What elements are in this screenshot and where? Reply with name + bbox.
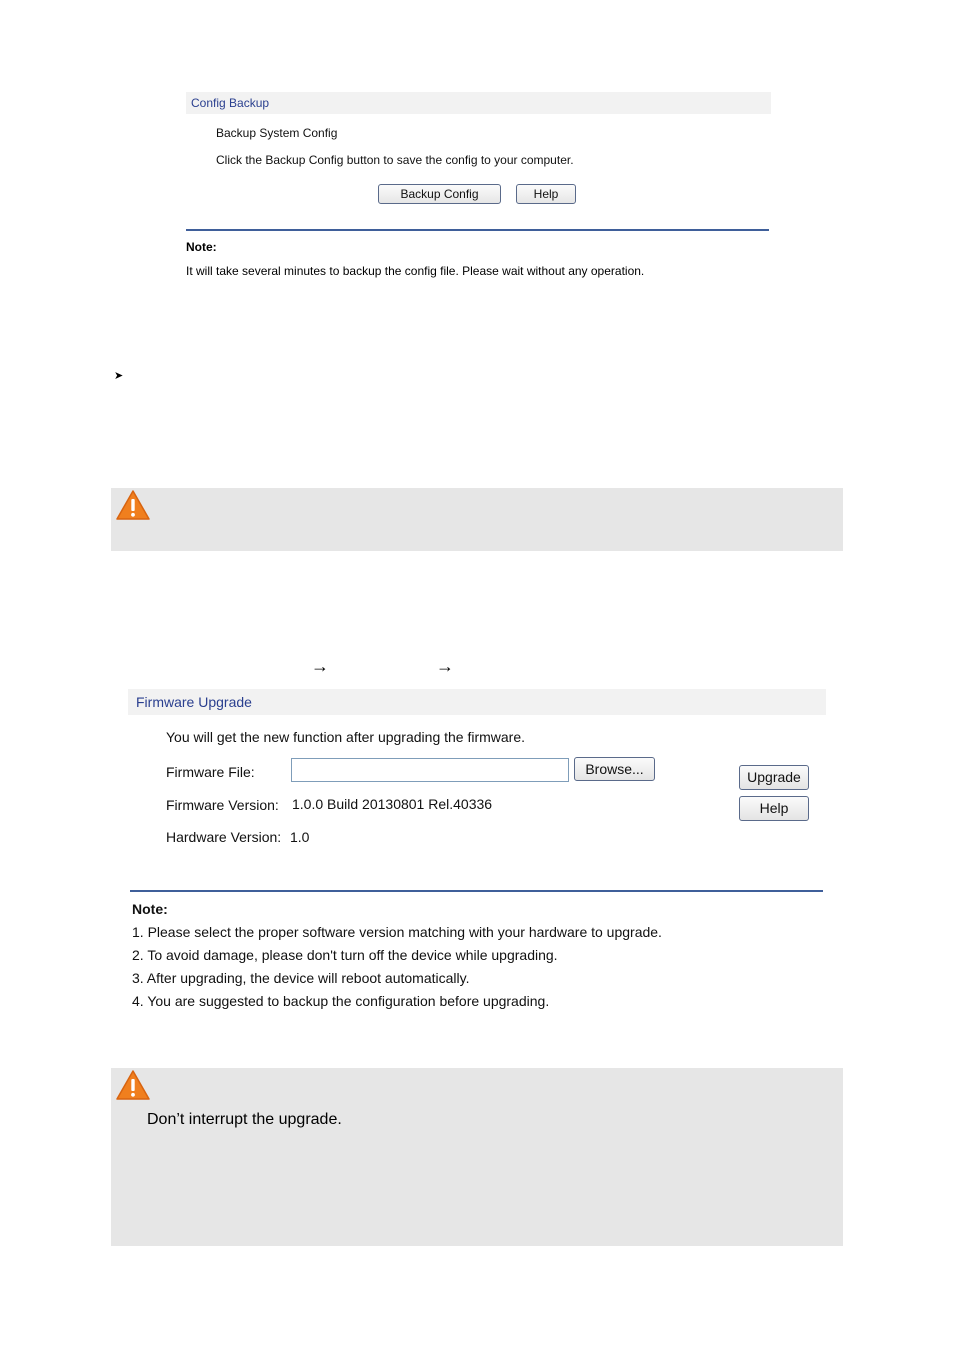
backup-section-label: Backup System Config <box>216 126 338 140</box>
firmware-upgrade-title: Firmware Upgrade <box>136 694 252 710</box>
firmware-upgrade-header <box>128 689 826 715</box>
config-backup-header <box>186 92 771 114</box>
config-note-text: It will take several minutes to backup the config file. Please wait without any operation. <box>186 264 645 278</box>
caution-box-2 <box>111 1068 843 1246</box>
config-divider <box>186 229 769 231</box>
firmware-help-button[interactable]: Help <box>739 796 809 821</box>
backup-instruction: Click the Backup Config button to save the config to your computer. <box>216 153 574 167</box>
firmware-note-2: 2. To avoid damage, please don't turn off the device while upgrading. <box>132 947 558 963</box>
warning-icon <box>115 1069 151 1101</box>
path-arrow-2-icon: → <box>436 656 454 676</box>
warning-icon <box>115 489 151 521</box>
path-arrow-1-icon: → <box>311 656 329 676</box>
firmware-intro: You will get the new function after upgrading the firmware. <box>166 729 526 745</box>
caution-box-1 <box>111 488 843 551</box>
firmware-version-value: 1.0.0 Build 20130801 Rel.40336 <box>292 796 493 812</box>
bullet-arrow-icon: ➤ <box>114 370 124 382</box>
caution-text: Don’t interrupt the upgrade. <box>147 1111 342 1128</box>
firmware-note-3: 3. After upgrading, the device will reboot automatically. <box>132 970 470 986</box>
config-note-title: Note: <box>186 240 217 254</box>
firmware-file-label: Firmware File: <box>166 764 255 780</box>
config-help-button[interactable]: Help <box>516 184 576 204</box>
hardware-version-value: 1.0 <box>290 829 310 845</box>
hardware-version-label: Hardware Version: <box>166 829 282 845</box>
upgrade-button[interactable]: Upgrade <box>739 765 809 790</box>
firmware-version-label: Firmware Version: <box>166 797 279 813</box>
firmware-note-1: 1. Please select the proper software version matching with your hardware to upgrade. <box>132 924 662 940</box>
backup-config-button[interactable]: Backup Config <box>378 184 501 204</box>
firmware-file-input[interactable] <box>291 758 569 782</box>
firmware-note-4: 4. You are suggested to backup the configuration before upgrading. <box>132 993 550 1009</box>
browse-button[interactable]: Browse... <box>574 757 655 781</box>
firmware-divider <box>130 890 823 892</box>
firmware-note-title: Note: <box>132 901 168 917</box>
config-backup-title: Config Backup <box>191 96 270 110</box>
